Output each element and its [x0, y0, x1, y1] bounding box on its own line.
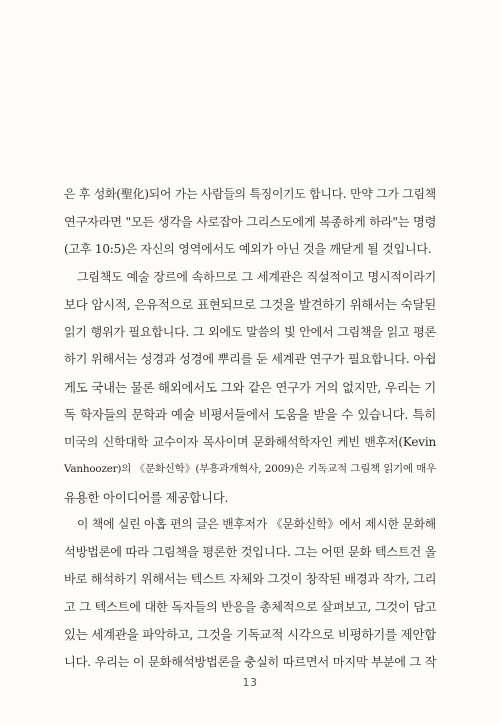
- text-line: 보다 암시적, 은유적으로 표현되므로 그것을 발견하기 위해서는 숙달된: [64, 297, 436, 312]
- text-line: 게도 국내는 물론 해외에서도 그와 같은 연구가 거의 없지만, 우리는 기: [64, 379, 436, 395]
- text-line: Vanhoozer)의 《문화신학》(부흥과개혁사, 2009)은 기독교적 그림책 읽기에 매우: [64, 463, 436, 475]
- text-line: 은 후 성화(聖化)되어 가는 사람들의 특징이기도 합니다. 만약 그가 그림책: [64, 187, 436, 201]
- body-text: [64, 181, 436, 676]
- text-line: 읽기 행위가 필요합니다. 그 외에도 말씀의 빛 안에서 그림책을 읽고 평론: [64, 324, 436, 339]
- text-line: 그림책도 예술 장르에 속하므로 그 세계관은 직설적이고 명시적이라기: [77, 269, 436, 284]
- text-line: (고후 10:5)은 자신의 영역에서도 예외가 아닌 것을 깨닫게 될 것입니다.: [64, 242, 432, 256]
- text-line: 바로 해석하기 위해서는 텍스트 자체와 그것이 창작된 배경과 작가, 그리: [64, 572, 437, 586]
- text-line: 독 학자들의 문학과 예술 비평서들에서 도움을 받을 수 있습니다. 특히: [64, 407, 436, 422]
- page-number: 13: [242, 676, 258, 689]
- text-line: 고 그 텍스트에 대한 독자들의 반응을 총체적으로 살펴보고, 그것이 담고: [64, 599, 437, 614]
- text-line: 니다. 우리는 이 문화해석방법론을 충실히 따르면서 마지막 부분에 그 작: [64, 654, 437, 669]
- text-line: 유용한 아이디어를 제공합니다.: [64, 489, 229, 505]
- text-line: 이 책에 실린 아홉 편의 글은 밴후저가 《문화신학》에서 제시한 문화해: [77, 517, 436, 531]
- text-line: 미국의 신학대학 교수이자 목사이며 문화해석학자인 케빈 밴후저(Kevin: [64, 434, 436, 449]
- text-line: 하기 위해서는 성경과 성경에 뿌리를 둔 세계관 연구가 필요합니다. 아쉽: [64, 352, 437, 366]
- text-line: 있는 세계관을 파악하고, 그것을 기독교적 시각으로 비평하기를 제안합: [64, 627, 436, 642]
- text-line: 연구자라면 "모든 생각을 사로잡아 그리스도에게 복종하게 하라"는 명령: [64, 214, 437, 229]
- text-line: 석방법론에 따라 그림책을 평론한 것입니다. 그는 어떤 문화 텍스트건 올: [64, 544, 437, 559]
